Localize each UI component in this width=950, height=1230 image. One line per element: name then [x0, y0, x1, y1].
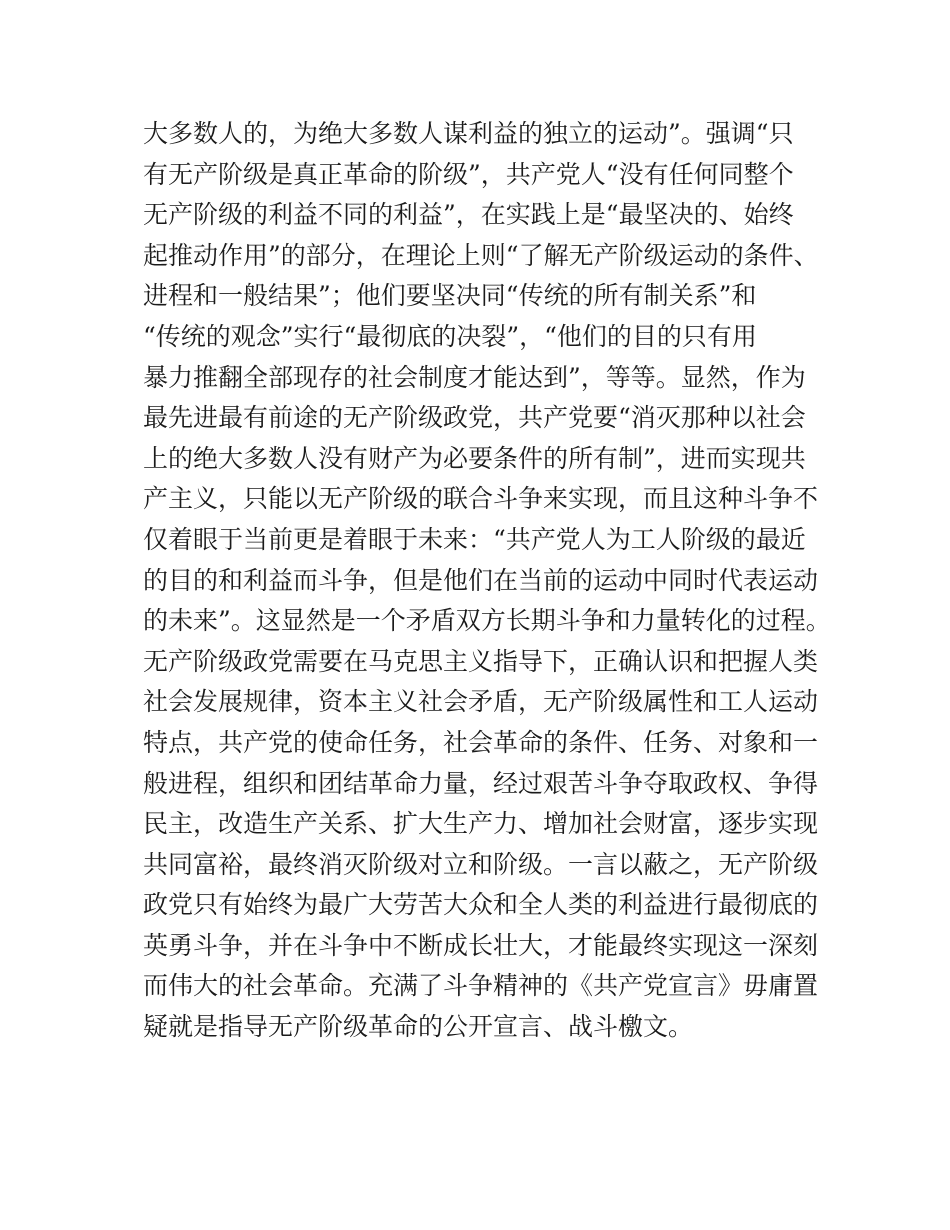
text-line: 无产阶级政党需要在马克思主义指导下，正确认识和把握人类	[143, 646, 819, 676]
text-line: 的目的和利益而斗争，但是他们在当前的运动中同时代表运动	[143, 565, 819, 595]
text-line: 产主义，只能以无产阶级的联合斗争来实现，而且这种斗争不	[143, 484, 819, 514]
text-line: 共同富裕，最终消灭阶级对立和阶级。一言以蔽之，无产阶级	[143, 849, 819, 879]
text-line: 有无产阶级是真正革命的阶级”，共产党人“没有任何同整个	[143, 159, 794, 189]
text-line: 而伟大的社会革命。充满了斗争精神的《共产党宣言》毋庸置	[143, 971, 819, 1001]
text-line: 特点，共产党的使命任务，社会革命的条件、任务、对象和一	[143, 727, 819, 757]
text-line: 进程和一般结果”；他们要坚决同“传统的所有制关系”和	[143, 281, 757, 311]
text-line: 起推动作用”的部分，在理论上则“了解无产阶级运动的条件、	[143, 240, 819, 270]
text-line: 般进程，组织和团结革命力量，经过艰苦斗争夺取政权、争得	[143, 768, 819, 798]
body-paragraph	[143, 114, 831, 1048]
text-line: 社会发展规律，资本主义社会矛盾，无产阶级属性和工人运动	[143, 687, 819, 717]
text-line: 民主，改造生产关系、扩大生产力、增加社会财富，逐步实现	[143, 809, 819, 839]
text-line: 英勇斗争，并在斗争中不断成长壮大，才能最终实现这一深刻	[143, 930, 819, 960]
text-line: 的未来”。这显然是一个矛盾双方长期斗争和力量转化的过程。	[143, 606, 831, 636]
text-line: 政党只有始终为最广大劳苦大众和全人类的利益进行最彻底的	[143, 890, 819, 920]
text-line: 无产阶级的利益不同的利益”，在实践上是“最坚决的、始终	[143, 200, 794, 230]
text-line: 最先进最有前途的无产阶级政党，共产党要“消灭那种以社会	[143, 403, 806, 433]
text-line: 上的绝大多数人没有财产为必要条件的所有制”，进而实现共	[143, 443, 806, 473]
text-line: 疑就是指导无产阶级革命的公开宣言、战斗檄文。	[143, 1012, 694, 1042]
text-line: 暴力推翻全部现存的社会制度才能达到”，等等。显然，作为	[143, 362, 806, 392]
text-line: 大多数人的，为绝大多数人谋利益的独立的运动”。强调“只	[143, 119, 794, 148]
text-line: 仅着眼于当前更是着眼于未来：“共产党人为工人阶级的最近	[143, 524, 806, 554]
text-line: “传统的观念”实行“最彻底的决裂”，“他们的目的只有用	[143, 321, 757, 351]
